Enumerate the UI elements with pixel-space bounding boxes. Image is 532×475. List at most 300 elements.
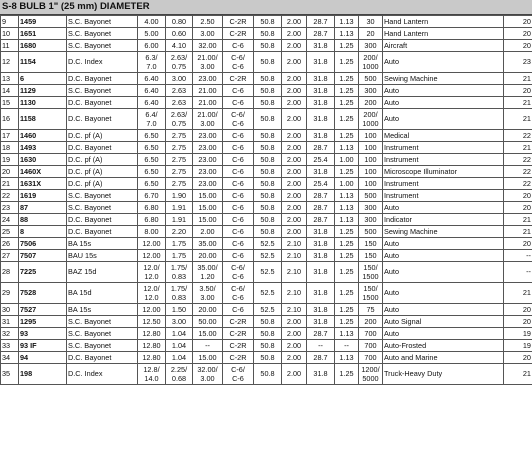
cell-row-number: 16 — [1, 109, 19, 130]
cell-candle-power: 3.00 — [193, 28, 223, 40]
cell-lcl-in: 1.25 — [335, 130, 359, 142]
table-row — [1, 142, 532, 154]
cell-life-hours: 700 — [359, 328, 383, 340]
cell-life-hours — [359, 52, 383, 73]
cell-base-type: D.C. Bayonet — [67, 352, 138, 364]
cell-base-type: S.C. Bayonet — [67, 202, 138, 214]
cell-lcl-mm: 31.8 — [307, 40, 335, 52]
cell-mol-in: 2.00 — [282, 73, 307, 85]
cell-life-hours: 700 — [359, 352, 383, 364]
cell-figure-ref: 22 — [504, 154, 532, 166]
cell-amps: 3.00 — [166, 73, 193, 85]
cell-base-type: BA 15s — [67, 238, 138, 250]
cell-part-number: 87 — [19, 202, 67, 214]
cell-candle-power: 21.00 — [193, 85, 223, 97]
cell-lcl-mm: 28.7 — [307, 190, 335, 202]
table-row — [1, 328, 532, 340]
cell-volts: 4.00 — [138, 16, 166, 28]
cell-application: Indicator — [383, 214, 504, 226]
cell-part-number: 7507 — [19, 250, 67, 262]
cell-mol-mm: 50.8 — [254, 352, 282, 364]
cell-volts: 6.80 — [138, 214, 166, 226]
cell-life-hours: 300 — [359, 202, 383, 214]
cell-figure-ref: 22 — [504, 130, 532, 142]
cell-row-number: 9 — [1, 16, 19, 28]
cell-mol-in: 2.00 — [282, 190, 307, 202]
cell-lcl-in: 1.25 — [335, 364, 359, 385]
cell-lcl-mm: 31.8 — [307, 250, 335, 262]
cell-filament — [223, 262, 254, 283]
cell-part-number: 1651 — [19, 28, 67, 40]
cell-mol-mm: 50.8 — [254, 16, 282, 28]
cell-volts — [138, 364, 166, 385]
cell-candle-power — [193, 364, 223, 385]
cell-candle-power: 15.00 — [193, 202, 223, 214]
cell-amps: 1.04 — [166, 352, 193, 364]
cell-line: 12.0/ — [143, 284, 160, 293]
cell-candle-power: 20.00 — [193, 250, 223, 262]
cell-line: 1500 — [362, 293, 379, 302]
cell-life-hours: 20 — [359, 28, 383, 40]
cell-application: Sewing Machine — [383, 73, 504, 85]
cell-line: 2.63/ — [170, 110, 188, 119]
cell-filament — [223, 364, 254, 385]
table-row — [1, 226, 532, 238]
cell-row-number: 32 — [1, 328, 19, 340]
cell-mol-mm: 50.8 — [254, 28, 282, 40]
cell-line: C-6 — [232, 272, 244, 281]
cell-lcl-in: 1.13 — [335, 352, 359, 364]
cell-lcl-in: 1.25 — [335, 85, 359, 97]
cell-volts: 6.50 — [138, 178, 166, 190]
cell-life-hours: 150 — [359, 250, 383, 262]
cell-row-number: 24 — [1, 214, 19, 226]
cell-volts: 12.00 — [138, 238, 166, 250]
cell-candle-power: 2.50 — [193, 16, 223, 28]
cell-application: Auto Signal — [383, 316, 504, 328]
cell-volts: 12.50 — [138, 316, 166, 328]
cell-mol-in: 2.00 — [282, 52, 307, 73]
cell-candle-power — [193, 52, 223, 73]
cell-mol-in: 2.00 — [282, 40, 307, 52]
cell-application: Auto — [383, 109, 504, 130]
cell-application: Instrument — [383, 154, 504, 166]
cell-mol-mm: 50.8 — [254, 73, 282, 85]
cell-mol-mm: 50.8 — [254, 154, 282, 166]
cell-mol-in: 2.00 — [282, 28, 307, 40]
table-row — [1, 130, 532, 142]
cell-lcl-mm: 31.8 — [307, 73, 335, 85]
cell-line: C-6/ — [231, 365, 245, 374]
cell-amps: 2.75 — [166, 166, 193, 178]
cell-figure-ref: 20 — [504, 190, 532, 202]
cell-lcl-in: 1.25 — [335, 304, 359, 316]
cell-candle-power: 32.00 — [193, 40, 223, 52]
cell-part-number: 94 — [19, 352, 67, 364]
cell-life-hours: 100 — [359, 178, 383, 190]
cell-amps: 3.00 — [166, 316, 193, 328]
cell-life-hours: 200 — [359, 97, 383, 109]
cell-amps — [166, 52, 193, 73]
cell-part-number: 7225 — [19, 262, 67, 283]
cell-part-number: 93 — [19, 328, 67, 340]
cell-filament: C-6 — [223, 85, 254, 97]
cell-row-number: 25 — [1, 226, 19, 238]
cell-lcl-mm: 31.8 — [307, 304, 335, 316]
cell-line: 5000 — [362, 374, 379, 383]
cell-line: 1000 — [362, 119, 379, 128]
cell-application: Instrument — [383, 178, 504, 190]
cell-figure-ref: 19 — [504, 328, 532, 340]
cell-mol-in: 2.00 — [282, 142, 307, 154]
cell-life-hours — [359, 364, 383, 385]
cell-figure-ref: 21 — [504, 364, 532, 385]
cell-amps — [166, 283, 193, 304]
cell-figure-ref: 20 — [504, 28, 532, 40]
cell-part-number: 7527 — [19, 304, 67, 316]
cell-lcl-mm: 28.7 — [307, 328, 335, 340]
cell-base-type: S.C. Bayonet — [67, 328, 138, 340]
cell-lcl-in: 1.25 — [335, 52, 359, 73]
cell-line: 0.83 — [171, 293, 187, 302]
cell-volts: 6.50 — [138, 154, 166, 166]
cell-candle-power: 23.00 — [193, 142, 223, 154]
cell-lcl-mm: 25.4 — [307, 178, 335, 190]
cell-mol-in: 2.00 — [282, 109, 307, 130]
cell-lcl-mm: 31.8 — [307, 262, 335, 283]
cell-base-type: D.C. Bayonet — [67, 142, 138, 154]
cell-base-type: BA 15s — [67, 304, 138, 316]
cell-mol-in: 2.00 — [282, 16, 307, 28]
table-row — [1, 97, 532, 109]
cell-base-type: S.C. Bayonet — [67, 190, 138, 202]
table-row — [1, 28, 532, 40]
cell-filament: C-6 — [223, 142, 254, 154]
table-row — [1, 304, 532, 316]
cell-amps: 2.20 — [166, 226, 193, 238]
cell-application: Truck-Heavy Duty — [383, 364, 504, 385]
cell-filament: C-6 — [223, 97, 254, 109]
cell-filament: C-6 — [223, 190, 254, 202]
cell-life-hours — [359, 283, 383, 304]
table-row — [1, 178, 532, 190]
cell-amps: 0.60 — [166, 28, 193, 40]
cell-life-hours: 500 — [359, 73, 383, 85]
cell-base-type: S.C. Bayonet — [67, 16, 138, 28]
cell-base-type: D.C. Bayonet — [67, 226, 138, 238]
cell-application: Medical — [383, 130, 504, 142]
cell-mol-mm: 50.8 — [254, 178, 282, 190]
cell-part-number: 7506 — [19, 238, 67, 250]
cell-mol-mm: 50.8 — [254, 85, 282, 97]
cell-life-hours: 300 — [359, 214, 383, 226]
cell-line: 6.3/ — [145, 53, 158, 62]
cell-mol-in: 2.00 — [282, 316, 307, 328]
cell-lcl-in: 1.13 — [335, 142, 359, 154]
cell-lcl-mm: 31.8 — [307, 226, 335, 238]
cell-life-hours: 75 — [359, 304, 383, 316]
cell-volts: 6.40 — [138, 85, 166, 97]
cell-mol-in: 2.00 — [282, 364, 307, 385]
cell-lcl-mm: 31.8 — [307, 316, 335, 328]
cell-base-type: S.C. Bayonet — [67, 40, 138, 52]
cell-base-type: D.C. Bayonet — [67, 214, 138, 226]
cell-application: Auto — [383, 52, 504, 73]
cell-row-number: 13 — [1, 73, 19, 85]
cell-figure-ref: 20 — [504, 16, 532, 28]
cell-filament: C-2R — [223, 316, 254, 328]
cell-row-number: 30 — [1, 304, 19, 316]
table-row — [1, 40, 532, 52]
cell-mol-mm: 50.8 — [254, 202, 282, 214]
cell-lcl-mm: 28.7 — [307, 28, 335, 40]
cell-lcl-mm: 31.8 — [307, 97, 335, 109]
cell-line: 3.00 — [200, 374, 215, 383]
cell-line: 0.75 — [171, 119, 187, 128]
cell-row-number: 17 — [1, 130, 19, 142]
cell-base-type: BAZ 15d — [67, 262, 138, 283]
cell-base-type: D.C. pf (A) — [67, 154, 138, 166]
cell-lcl-in: 1.25 — [335, 166, 359, 178]
cell-row-number: 10 — [1, 28, 19, 40]
cell-volts: 6.70 — [138, 190, 166, 202]
cell-application: Auto — [383, 328, 504, 340]
cell-line: 3.00 — [200, 62, 215, 71]
cell-volts — [138, 52, 166, 73]
cell-lcl-mm: 28.7 — [307, 352, 335, 364]
cell-part-number: 1493 — [19, 142, 67, 154]
cell-mol-in: 2.10 — [282, 250, 307, 262]
cell-part-number: 1130 — [19, 97, 67, 109]
cell-application: Auto — [383, 262, 504, 283]
cell-base-type: S.C. Bayonet — [67, 28, 138, 40]
cell-mol-mm: 52.5 — [254, 262, 282, 283]
cell-figure-ref: -- — [504, 262, 532, 283]
cell-application: Auto — [383, 238, 504, 250]
cell-lcl-mm: 31.8 — [307, 166, 335, 178]
table-row — [1, 340, 532, 352]
cell-amps: 2.63 — [166, 85, 193, 97]
table-row — [1, 238, 532, 250]
cell-lcl-in: 1.25 — [335, 40, 359, 52]
cell-figure-ref: 20 — [504, 352, 532, 364]
cell-application: Hand Lantern — [383, 28, 504, 40]
cell-filament: C-2R — [223, 28, 254, 40]
cell-mol-in: 2.00 — [282, 352, 307, 364]
cell-candle-power: 2.00 — [193, 226, 223, 238]
cell-life-hours: 200 — [359, 316, 383, 328]
cell-lcl-in: 1.00 — [335, 178, 359, 190]
cell-application: Instrument — [383, 142, 504, 154]
cell-amps: 1.90 — [166, 190, 193, 202]
table-row — [1, 16, 532, 28]
cell-row-number: 26 — [1, 238, 19, 250]
bulb-spec-table — [0, 15, 532, 385]
cell-life-hours: 300 — [359, 85, 383, 97]
table-row — [1, 214, 532, 226]
cell-volts: 8.00 — [138, 226, 166, 238]
cell-lcl-in: 1.13 — [335, 190, 359, 202]
cell-row-number: 21 — [1, 178, 19, 190]
cell-volts — [138, 283, 166, 304]
cell-line: 3.50/ — [199, 284, 216, 293]
cell-filament: C-2R — [223, 16, 254, 28]
cell-life-hours: 100 — [359, 154, 383, 166]
cell-volts: 6.50 — [138, 142, 166, 154]
cell-mol-in: 2.00 — [282, 214, 307, 226]
cell-line: C-6/ — [231, 284, 245, 293]
cell-figure-ref: 21 — [504, 142, 532, 154]
cell-mol-in: 2.00 — [282, 340, 307, 352]
cell-application: Auto — [383, 202, 504, 214]
cell-mol-mm: 50.8 — [254, 142, 282, 154]
cell-base-type: S.C. Bayonet — [67, 316, 138, 328]
cell-figure-ref: 21 — [504, 283, 532, 304]
cell-line: 1.20 — [200, 272, 215, 281]
cell-lcl-mm: -- — [307, 340, 335, 352]
cell-volts: 12.80 — [138, 352, 166, 364]
cell-application: Hand Lantern — [383, 16, 504, 28]
cell-volts: 6.40 — [138, 73, 166, 85]
cell-row-number: 28 — [1, 262, 19, 283]
cell-amps: 2.75 — [166, 130, 193, 142]
cell-line: 21.00/ — [197, 53, 218, 62]
cell-lcl-mm: 31.8 — [307, 85, 335, 97]
table-row — [1, 190, 532, 202]
cell-lcl-mm: 28.7 — [307, 16, 335, 28]
cell-line: C-6 — [232, 374, 244, 383]
cell-part-number: 1295 — [19, 316, 67, 328]
cell-application: Auto — [383, 304, 504, 316]
cell-filament: C-2R — [223, 73, 254, 85]
cell-line: 1.75/ — [170, 284, 188, 293]
cell-lcl-mm: 31.8 — [307, 364, 335, 385]
cell-figure-ref: 20 — [504, 85, 532, 97]
cell-filament: C-2R — [223, 352, 254, 364]
cell-mol-mm: 50.8 — [254, 40, 282, 52]
cell-lcl-mm: 31.8 — [307, 130, 335, 142]
cell-mol-in: 2.00 — [282, 178, 307, 190]
table-row — [1, 85, 532, 97]
cell-life-hours: 300 — [359, 40, 383, 52]
cell-candle-power: 21.00 — [193, 97, 223, 109]
cell-mol-mm: 50.8 — [254, 97, 282, 109]
cell-life-hours: 500 — [359, 226, 383, 238]
cell-line: 2.25/ — [170, 365, 188, 374]
cell-row-number: 19 — [1, 154, 19, 166]
cell-mol-in: 2.00 — [282, 328, 307, 340]
table-row — [1, 262, 532, 283]
cell-amps: 1.75 — [166, 238, 193, 250]
cell-base-type: D.C. pf (A) — [67, 178, 138, 190]
cell-mol-mm: 50.8 — [254, 190, 282, 202]
cell-lcl-in: 1.25 — [335, 73, 359, 85]
cell-figure-ref: 22 — [504, 166, 532, 178]
cell-part-number: 1619 — [19, 190, 67, 202]
cell-part-number: 1154 — [19, 52, 67, 73]
cell-life-hours: 500 — [359, 190, 383, 202]
cell-mol-in: 2.00 — [282, 97, 307, 109]
cell-figure-ref: 21 — [504, 109, 532, 130]
cell-filament — [223, 283, 254, 304]
cell-amps: 1.50 — [166, 304, 193, 316]
cell-candle-power: 23.00 — [193, 130, 223, 142]
cell-filament: C-6 — [223, 238, 254, 250]
table-row — [1, 202, 532, 214]
cell-mol-mm: 52.5 — [254, 304, 282, 316]
cell-mol-in: 2.00 — [282, 85, 307, 97]
cell-lcl-in: 1.13 — [335, 28, 359, 40]
cell-mol-in: 2.00 — [282, 226, 307, 238]
cell-lcl-in: 1.25 — [335, 316, 359, 328]
cell-part-number: 1460X — [19, 166, 67, 178]
table-row — [1, 316, 532, 328]
cell-volts — [138, 109, 166, 130]
cell-lcl-in: 1.00 — [335, 154, 359, 166]
cell-line: C-6 — [232, 119, 244, 128]
cell-filament: C-6 — [223, 202, 254, 214]
cell-candle-power: 50.00 — [193, 316, 223, 328]
cell-figure-ref: 20 — [504, 40, 532, 52]
cell-lcl-mm: 31.8 — [307, 238, 335, 250]
cell-line: C-6 — [232, 62, 244, 71]
cell-figure-ref: 20 — [504, 238, 532, 250]
cell-lcl-in: 1.13 — [335, 214, 359, 226]
cell-amps — [166, 364, 193, 385]
cell-line: 0.75 — [171, 62, 187, 71]
cell-filament: C-6 — [223, 130, 254, 142]
cell-lcl-in: 1.25 — [335, 238, 359, 250]
cell-row-number: 12 — [1, 52, 19, 73]
table-row — [1, 364, 532, 385]
cell-candle-power: 20.00 — [193, 304, 223, 316]
cell-life-hours — [359, 109, 383, 130]
cell-figure-ref: 20 — [504, 304, 532, 316]
cell-lcl-in: 1.25 — [335, 97, 359, 109]
cell-line: 3.00 — [200, 119, 215, 128]
cell-volts: 12.80 — [138, 340, 166, 352]
cell-life-hours: 150 — [359, 238, 383, 250]
cell-mol-mm: 50.8 — [254, 328, 282, 340]
table-row — [1, 283, 532, 304]
cell-row-number: 35 — [1, 364, 19, 385]
cell-application: Auto — [383, 97, 504, 109]
cell-mol-in: 2.10 — [282, 238, 307, 250]
cell-amps: 1.91 — [166, 202, 193, 214]
cell-row-number: 31 — [1, 316, 19, 328]
cell-figure-ref: 21 — [504, 97, 532, 109]
cell-application: Auto — [383, 85, 504, 97]
cell-filament: C-6 — [223, 166, 254, 178]
cell-part-number: 93 IF — [19, 340, 67, 352]
cell-line: 7.0 — [146, 119, 157, 128]
cell-volts: 6.80 — [138, 202, 166, 214]
cell-line: 2.63/ — [170, 53, 188, 62]
cell-mol-in: 2.00 — [282, 202, 307, 214]
cell-life-hours: 100 — [359, 142, 383, 154]
cell-filament — [223, 52, 254, 73]
cell-candle-power: 15.00 — [193, 352, 223, 364]
cell-base-type: D.C. pf (A) — [67, 130, 138, 142]
table-row — [1, 352, 532, 364]
cell-life-hours: 100 — [359, 130, 383, 142]
cell-lcl-in: 1.25 — [335, 250, 359, 262]
cell-line: 7.0 — [146, 62, 157, 71]
cell-row-number: 15 — [1, 97, 19, 109]
cell-mol-mm: 50.8 — [254, 364, 282, 385]
cell-application: Microscope Illuminator — [383, 166, 504, 178]
cell-base-type: D.C. Index — [67, 364, 138, 385]
